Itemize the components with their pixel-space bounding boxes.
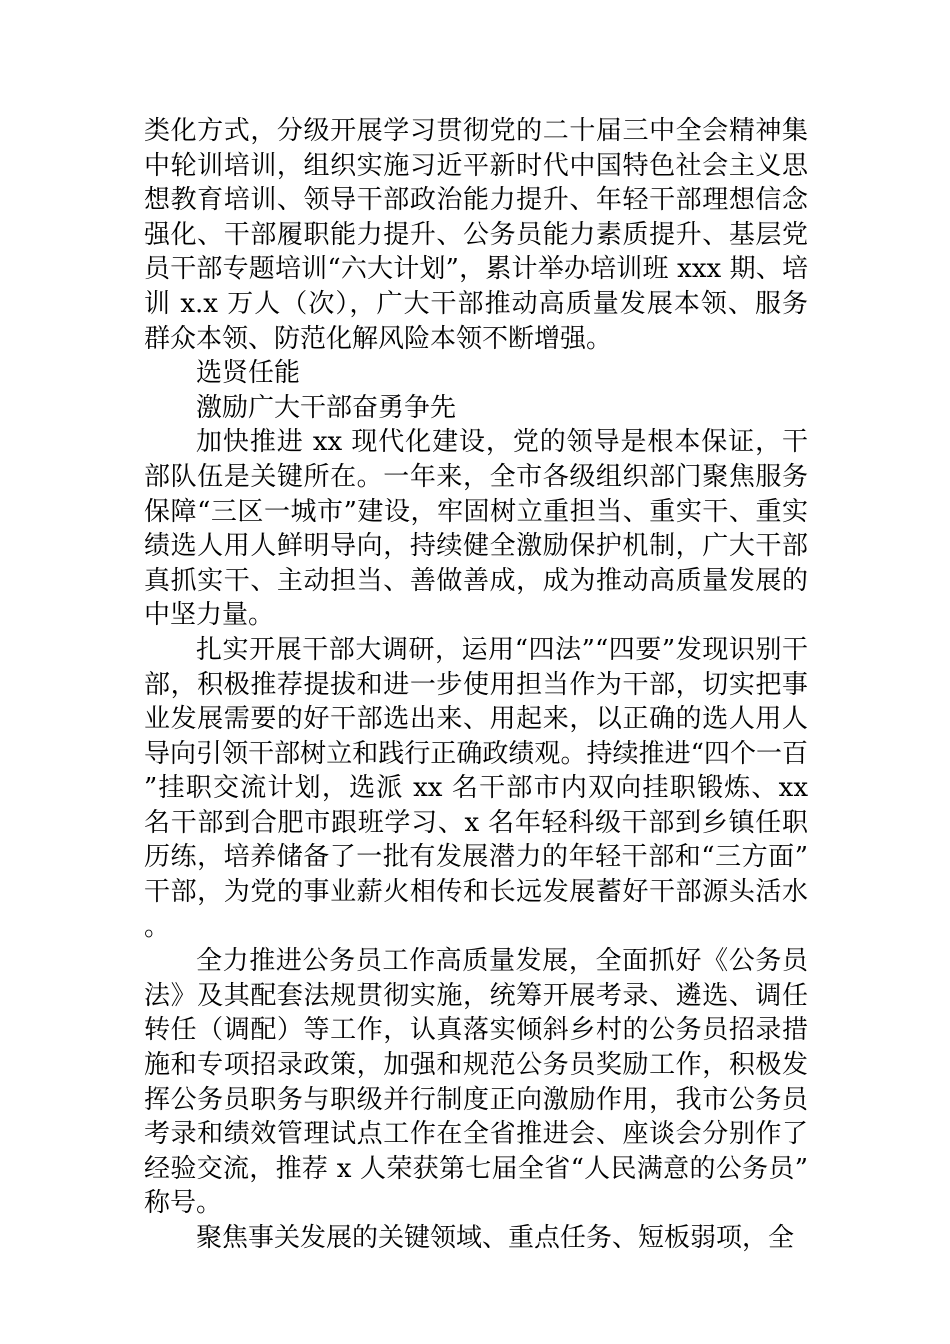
paragraph-3: 扎实开展干部大调研，运用“四法”“四要”发现识别干部，积极推荐提拔和进一步使用担当作为干部，切实把事业发展需要的好干部选出来、用起来，以正确的选人用人导向引领干部树立和践行正确政绩观。持续推进“四个一百”挂职交流计划，选派 xx 名干部市内双向挂职锻炼、xx 名干部到合肥市跟班学习、x 名年轻科级干部到乡镇任职历练，培养储备了一批有发展潜力的年轻干部和“三方面”干部，为党的事业薪火相传和长远发展蓄好干部源头活水。	[144, 634, 808, 942]
document-body	[144, 114, 808, 1256]
section-heading-2: 激励广大干部奋勇争先	[196, 392, 457, 423]
paragraph-1: 类化方式，分级开展学习贯彻党的二十届三中全会精神集中轮训培训，组织实施习近平新时代中国特色社会主义思想教育培训、领导干部政治能力提升、年轻干部理想信念强化、干部履职能力提升、公务员能力素质提升、基层党员干部专题培训“六大计划”，累计举办培训班 xxx 期、培训 x.x 万人（次），广大干部推动高质量发展本领、服务群众本领、防范化解风险本领不断增强。	[144, 116, 808, 354]
section-heading-1: 选贤任能	[196, 358, 301, 389]
paragraph-2: 加快推进 xx 现代化建设，党的领导是根本保证，干部队伍是关键所在。一年来，全市各级组织部门聚焦服务保障“三区一城市”建设，牢固树立重担当、重实干、重实绩选人用人鲜明导向，持续健全激励保护机制，广大干部真抓实干、主动担当、善做善成，成为推动高质量发展的中坚力量。	[144, 427, 808, 631]
paragraph-5: 聚焦事关发展的关键领域、重点任务、短板弱项，全	[196, 1223, 795, 1253]
paragraph-4: 全力推进公务员工作高质量发展，全面抓好《公务员法》及其配套法规贯彻实施，统筹开展考录、遴选、调任转任（调配）等工作，认真落实倾斜乡村的公务员招录措施和专项招录政策，加强和规范公务员奖励工作，积极发挥公务员职务与职级并行制度正向激励作用，我市公务员考录和绩效管理试点工作在全省推进会、座谈会分别作了经验交流，推荐 x 人荣获第七届全省“人民满意的公务员”称号。	[144, 946, 808, 1219]
